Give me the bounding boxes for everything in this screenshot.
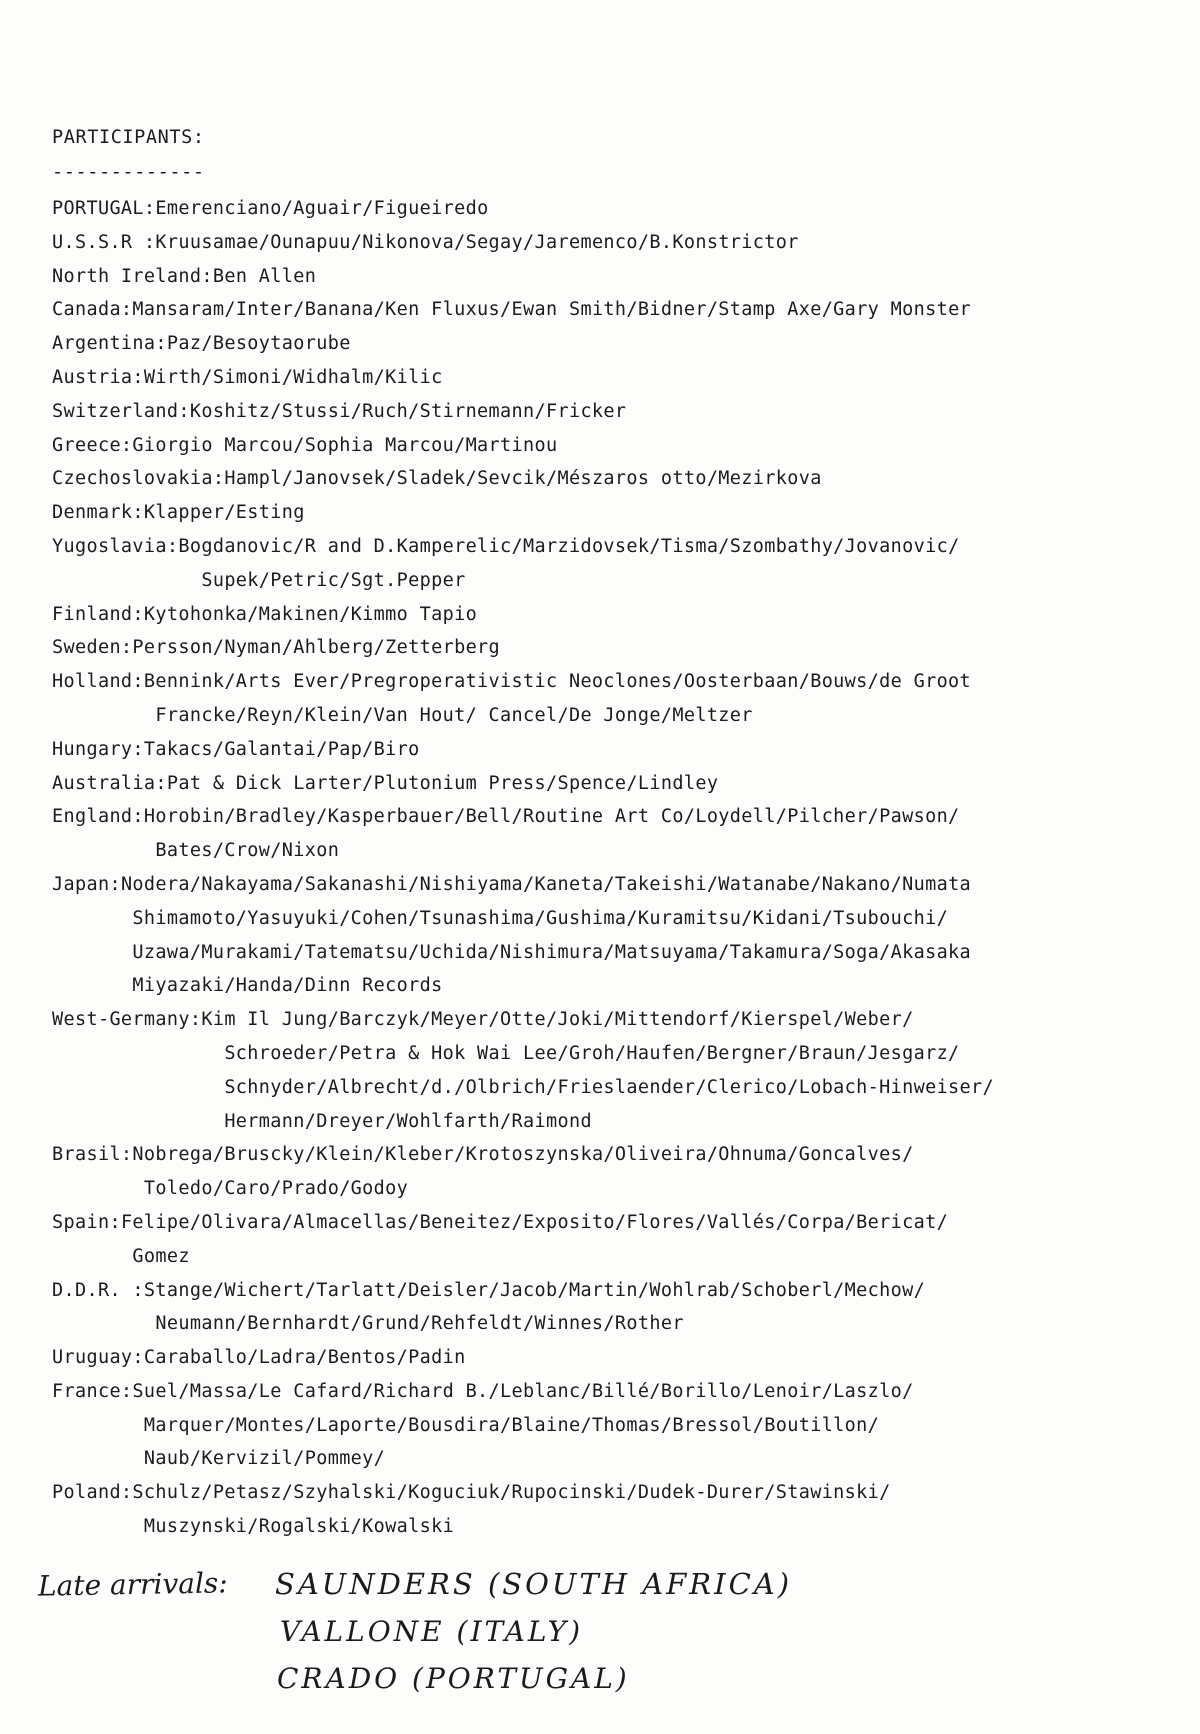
continuation-line — [52, 1172, 1192, 1206]
participant-names: Uzawa/Murakami/Tatematsu/Uchida/Nishimura/Matsuyama/Takamura/Soga/Akasaka — [52, 941, 972, 963]
continuation-line — [52, 936, 1192, 970]
continuation-line — [52, 1510, 1192, 1544]
continuation-line — [52, 1037, 1192, 1071]
country-line — [52, 1476, 1192, 1510]
country-label: North Ireland: — [52, 265, 213, 287]
participant-names: Emerenciano/Aguair/Figueiredo — [155, 198, 489, 219]
country-label: Finland: — [52, 603, 144, 625]
country-line — [52, 1274, 1192, 1308]
participant-names: Horobin/Bradley/Kasperbauer/Bell/Routine Art Co/Loydell/Pilcher/Pawson/ — [143, 806, 960, 828]
participant-names: Supek/Petric/Sgt.Pepper — [52, 569, 466, 591]
participant-names: Schnyder/Albrecht/d./Olbrich/Frieslaender/Clerico/Lobach-Hinweiser/ — [52, 1076, 995, 1098]
handwritten-late-arrival-entry: VALLONE (ITALY) — [280, 1615, 584, 1648]
country-line — [52, 800, 1192, 834]
handwritten-late-arrival-entry: SAUNDERS (SOUTH AFRICA) — [275, 1567, 793, 1601]
continuation-line — [52, 1071, 1192, 1105]
participant-list — [52, 192, 1192, 1544]
continuation-line — [52, 1307, 1192, 1341]
country-label: Uruguay: — [52, 1347, 144, 1369]
country-label: Hungary: — [52, 738, 144, 760]
participant-names: Kim Il Jung/Barczyk/Meyer/Otte/Joki/Mittendorf/Kierspel/Weber/ — [201, 1009, 914, 1031]
country-line — [52, 767, 1192, 801]
country-line — [52, 868, 1192, 902]
participant-names: Wirth/Simoni/Widhalm/Kilic — [143, 366, 443, 388]
continuation-line — [52, 1240, 1192, 1274]
participant-names: Paz/Besoytaorube — [166, 333, 351, 355]
participant-names: Suel/Massa/Le Cafard/Richard B./Leblanc/Billé/Borillo/Lenoir/Laszlo/ — [132, 1380, 914, 1402]
country-line — [52, 598, 1192, 632]
country-label: West-Germany: — [52, 1009, 202, 1031]
country-label: Austria: — [52, 366, 144, 388]
participant-names: Takacs/Galantai/Pap/Biro — [143, 738, 420, 760]
country-line — [52, 192, 1192, 226]
country-label: Sweden: — [52, 637, 133, 659]
participant-names: Ben Allen — [212, 265, 317, 287]
country-line — [52, 496, 1192, 530]
participant-names: Marquer/Montes/Laporte/Bousdira/Blaine/Thomas/Bressol/Boutillon/ — [52, 1414, 880, 1436]
page-title: PARTICIPANTS: — [52, 127, 205, 148]
country-line — [52, 1138, 1192, 1172]
country-line — [52, 293, 1192, 327]
participant-names: Pat & Dick Larter/Plutonium Press/Spence/Lindley — [166, 772, 719, 794]
participant-names: Hampl/Janovsek/Sladek/Sevcik/Mészaros otto/Mezirkova — [224, 468, 822, 490]
country-label: Greece: — [52, 434, 133, 456]
participant-names: Klapper/Esting — [143, 502, 305, 524]
country-label: PORTUGAL: — [52, 198, 156, 219]
participant-names: Bates/Crow/Nixon — [52, 840, 340, 862]
continuation-line — [52, 1409, 1192, 1443]
country-line — [52, 665, 1192, 699]
participant-names: Naub/Kervizil/Pommey/ — [52, 1448, 386, 1470]
country-line — [52, 1206, 1192, 1240]
participant-names: Francke/Reyn/Klein/Van Hout/ Cancel/De Jonge/Meltzer — [52, 704, 753, 726]
country-line — [52, 1375, 1192, 1409]
country-line — [52, 1003, 1192, 1037]
participant-names: Nobrega/Bruscky/Klein/Kleber/Krotoszynska/Oliveira/Ohnuma/Goncalves/ — [132, 1144, 914, 1166]
country-label: Argentina: — [52, 333, 167, 355]
participant-names: Caraballo/Ladra/Bentos/Padin — [143, 1347, 466, 1369]
country-label: U.S.S.R : — [52, 231, 156, 253]
participant-names: Kytohonka/Makinen/Kimmo Tapio — [143, 603, 478, 625]
participant-names: Nodera/Nakayama/Sakanashi/Nishiyama/Kaneta/Takeishi/Watanabe/Nakano/Numata — [120, 873, 972, 895]
country-line — [52, 631, 1192, 665]
country-line — [52, 361, 1192, 395]
participant-names: Muszynski/Rogalski/Kowalski — [52, 1516, 455, 1538]
country-line — [52, 530, 1192, 564]
country-label: France: — [52, 1380, 133, 1402]
country-line — [52, 429, 1192, 463]
participant-names: Toledo/Caro/Prado/Godoy — [52, 1178, 409, 1200]
participant-names: Giorgio Marcou/Sophia Marcou/Martinou — [132, 434, 558, 456]
country-label: Japan: — [52, 873, 121, 895]
country-line — [52, 327, 1192, 361]
continuation-line — [52, 902, 1192, 936]
country-line — [52, 1341, 1192, 1375]
continuation-line — [52, 1442, 1192, 1476]
country-label: England: — [52, 806, 144, 828]
country-label: Canada: — [52, 299, 133, 321]
participant-names: Neumann/Bernhardt/Grund/Rehfeldt/Winnes/Rother — [52, 1313, 684, 1335]
participant-names: Felipe/Olivara/Almacellas/Beneitez/Exposito/Flores/Vallés/Corpa/Bericat/ — [120, 1211, 949, 1233]
country-label: Yugoslavia: — [52, 535, 179, 557]
participant-names: Kruusamae/Ounapuu/Nikonova/Segay/Jaremenco/B.Konstrictor — [155, 231, 799, 253]
country-label: Czechoslovakia: — [52, 468, 225, 490]
participant-names: Stange/Wichert/Tarlatt/Deisler/Jacob/Martin/Wohlrab/Schoberl/Mechow/ — [143, 1279, 926, 1301]
continuation-line — [52, 699, 1192, 733]
handwritten-late-arrivals-label: Late arrivals: — [37, 1566, 228, 1603]
title-underline: ------------- — [52, 162, 205, 183]
participant-names: Schroeder/Petra & Hok Wai Lee/Groh/Haufen/Bergner/Braun/Jesgarz/ — [52, 1042, 960, 1064]
country-label: Switzerland: — [52, 400, 190, 422]
country-label: Holland: — [52, 671, 144, 693]
country-label: Brasil: — [52, 1144, 133, 1166]
country-line — [52, 733, 1192, 767]
participant-names: Schulz/Petasz/Szyhalski/Koguciuk/Rupocinski/Dudek-Durer/Stawinski/ — [132, 1482, 891, 1504]
country-label: Denmark: — [52, 502, 144, 524]
country-label: Spain: — [52, 1211, 121, 1233]
participant-names: Gomez — [52, 1245, 190, 1267]
participant-names: Bennink/Arts Ever/Pregroperativistic Neoclones/Oosterbaan/Bouws/de Groot — [143, 671, 972, 693]
participant-names: Persson/Nyman/Ahlberg/Zetterberg — [132, 637, 501, 659]
continuation-line — [52, 1105, 1192, 1139]
participant-names: Hermann/Dreyer/Wohlfarth/Raimond — [52, 1110, 592, 1132]
continuation-line — [52, 564, 1192, 598]
participant-names: Miyazaki/Handa/Dinn Records — [52, 975, 443, 997]
country-line — [52, 260, 1192, 294]
country-line — [52, 226, 1192, 260]
continuation-line — [52, 834, 1192, 868]
country-line — [52, 462, 1192, 496]
participant-names: Bogdanovic/R and D.Kamperelic/Marzidovsek/Tisma/Szombathy/Jovanovic/ — [178, 535, 960, 557]
country-label: Australia: — [52, 772, 167, 794]
country-label: D.D.R. : — [52, 1279, 144, 1301]
country-line — [52, 395, 1192, 429]
handwritten-late-arrival-entry: CRADO (PORTUGAL) — [277, 1662, 630, 1695]
country-label: Poland: — [52, 1482, 133, 1504]
participant-names: Mansaram/Inter/Banana/Ken Fluxus/Ewan Smith/Bidner/Stamp Axe/Gary Monster — [132, 299, 972, 321]
participant-names: Koshitz/Stussi/Ruch/Stirnemann/Fricker — [189, 400, 627, 422]
participant-names: Shimamoto/Yasuyuki/Cohen/Tsunashima/Gushima/Kuramitsu/Kidani/Tsubouchi/ — [52, 907, 949, 929]
continuation-line — [52, 969, 1192, 1003]
